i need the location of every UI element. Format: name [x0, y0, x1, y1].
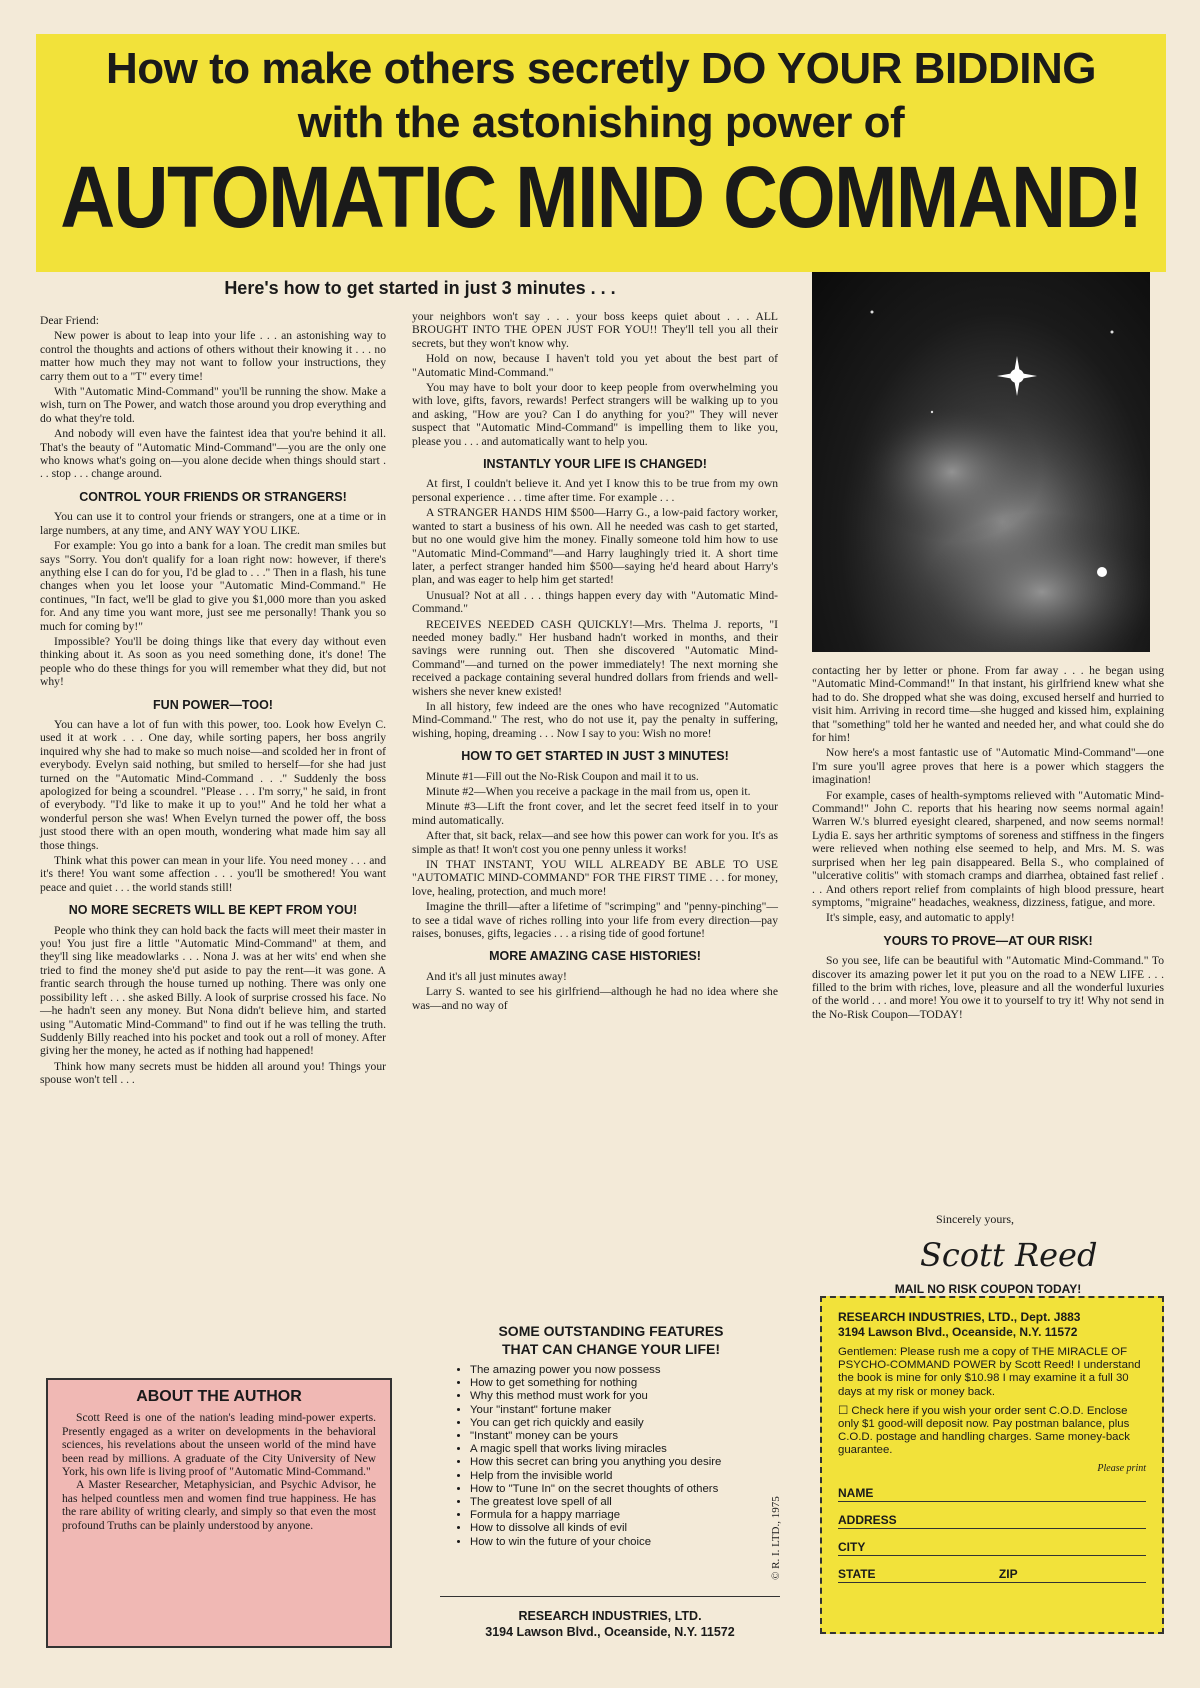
paragraph: So you see, life can be beautiful with "Automatic Mind-Command." To discover its amazing power let it put you on the road to a NEW LIFE . . . filled to the brim with riches, love, pleasure and all the wonderful luxuries of the world . . . and more! You owe it to yourself to try it! Why not send in the No-Risk Coupon—TODAY! [812, 954, 1164, 1021]
company-street: 3194 Lawson Blvd., Oceanside, N.Y. 11572 [485, 1625, 735, 1639]
list-item: • How to "Tune In" on the secret thoughts of others [470, 1483, 766, 1496]
zip-label: ZIP [998, 1566, 1018, 1581]
company-name: RESEARCH INDUSTRIES, LTD. [518, 1609, 702, 1623]
state-label: STATE [838, 1566, 876, 1581]
space-nebula-photo [812, 272, 1150, 652]
headline-line-1: How to make others secretly DO YOUR BIDDING [106, 44, 1096, 93]
column-3 [812, 664, 1164, 1023]
company-address [440, 1608, 780, 1640]
about-author-box [46, 1378, 392, 1648]
list-item: • How this secret can bring you anything you desire [470, 1456, 766, 1469]
cod-checkbox-text[interactable]: ☐ Check here if you wish your order sent C.O.D. Enclose only $1 good-will deposit now. Pay postman balance, plus C.O.D. postage and handling charges. Same money-back guarantee. [838, 1404, 1130, 1457]
city-field[interactable]: CITY [838, 1529, 1146, 1556]
name-field[interactable]: NAME [838, 1475, 1146, 1502]
paragraph: Think what this power can mean in your life. You need money . . . and it's there! You want some affection . . . you'll be smothered! You want peace and quiet . . . the world stands still! [40, 854, 386, 894]
paragraph: contacting her by letter or phone. From far away . . . he began using "Automatic Mind-Command!" In that instant, his girlfriend knew what she had to do. She dropped what she was doing, excused herself and hurried to visit him. Arriving in record time—she hugged and kissed him, explaining that "something" told her he wanted and needed her, and what could she do for him! [812, 664, 1164, 745]
list-item: • The greatest love spell of all [470, 1496, 766, 1509]
paragraph: Larry S. wanted to see his girlfriend—although he had no idea where she was—and no way of [412, 985, 778, 1012]
author-box-title: ABOUT THE AUTHOR [136, 1388, 302, 1405]
paragraph: At first, I couldn't believe it. And yet I know this to be true from my own personal experience . . . time after time. For example . . . [412, 477, 778, 504]
section-heading: INSTANTLY YOUR LIFE IS CHANGED! [483, 457, 707, 472]
coupon-label: MAIL NO RISK COUPON TODAY! [894, 1282, 1082, 1296]
paragraph: Think how many secrets must be hidden all around you! Things your spouse won't tell . . . [40, 1059, 386, 1087]
please-print-note: Please print [1097, 1462, 1146, 1474]
headline-banner [36, 34, 1166, 272]
address-field[interactable]: ADDRESS [838, 1502, 1146, 1529]
paragraph: Now here's a most fantastic use of "Automatic Mind-Command"—one I'm sure you'll agree proves that here is a power which staggers the imagination! [812, 746, 1164, 787]
paragraph: You may have to bolt your door to keep people from overwhelming you with love, gifts, favors, rewards! Perfect strangers will be walking up to you and asking, "How are you? Can I do anything for you?" They will never suspect that "Automatic Mind-Command" is impelling them to like you, please you . . . and automatically want to help you. [412, 381, 778, 448]
copyright-notice: © R. I. LTD., 1975 [770, 1496, 782, 1580]
features-title-line-1: SOME OUTSTANDING FEATURES [498, 1323, 724, 1339]
paragraph: IN THAT INSTANT, YOU WILL ALREADY BE ABLE TO USE "AUTOMATIC MIND-COMMAND" FOR THE FIRST TIME . . . for money, love, healing, protection, and much more! [412, 858, 778, 898]
paragraph: Imagine the thrill—after a lifetime of "scrimping" and "penny-pinching"—to see a tidal wave of riches rolling into your life from every direction—pay raises, bonuses, gifts, legacies . . . a rising tide of good fortune! [412, 900, 778, 941]
paragraph: Hold on now, because I haven't told you yet about the best part of "Automatic Mind-Command." [412, 352, 778, 379]
signature: Scott Reed [920, 1236, 1098, 1274]
paragraph: And nobody will even have the faintest idea that you're behind it all. That's the beauty of "Automatic Mind-Command"—you are the only one who knows what's going on—you alone decide when things should start . . . stop . . . change around. [40, 427, 386, 481]
section-heading: MORE AMAZING CASE HISTORIES! [489, 949, 701, 964]
paragraph: Minute #2—When you receive a package in the mail from us, open it. [426, 785, 751, 798]
paragraph: Minute #3—Lift the front cover, and let the secret feed itself in to your mind automatically. [412, 800, 778, 827]
divider [440, 1596, 780, 1597]
coupon-body: Gentlemen: Please rush me a copy of THE MIRACLE OF PSYCHO-COMMAND POWER by Scott Reed! I understand the book is mine for only $10.98 I may examine it a full 30 days at my risk or money back. [838, 1346, 1141, 1398]
paragraph: Unusual? Not at all . . . things happen every day with "Automatic Mind-Command." [412, 588, 778, 616]
list-item: • Formula for a happy marriage [470, 1509, 766, 1522]
paragraph: After that, sit back, relax—and see how this power can work for you. It's as simple as that! It won't cost you one penny unless it works! [412, 829, 778, 856]
features-box [456, 1322, 766, 1549]
features-title [456, 1322, 766, 1358]
section-heading: FUN POWER—TOO! [153, 697, 273, 712]
coupon-header-line-2: 3194 Lawson Blvd., Oceanside, N.Y. 11572 [838, 1325, 1078, 1339]
nebula-graphic [812, 272, 1150, 652]
closing: Sincerely yours, [936, 1212, 1014, 1226]
features-title-line-2: THAT CAN CHANGE YOUR LIFE! [501, 1341, 721, 1357]
paragraph: People who think they can hold back the facts will meet their master in you! You just fire a little "Automatic Mind-Command" at them, and they'll sing like meadowlarks . . . Nona J. was at her wits' end when she tried to find the money she'd put aside to pay the rent—it was gone. A frantic search through the house turned up nothing. There was only one possibility left . . . she asked Billy. A look of surprise crossed his face. No—he hadn't seen any money. But Nona didn't believe him, and started using "Automatic Mind-Command" to find out if he was telling the truth. Suddenly Billy reached into his pocket and took out a roll of money. After giving her the money, he acted as if nothing had happened! [40, 923, 386, 1058]
paragraph: A STRANGER HANDS HIM $500—Harry G., a low-paid factory worker, wanted to start a business of his own. All he needed was cash to get started, but no one would give him the money. Finally someone told him how to use "Automatic Mind-Command"—and Harry laughingly tried it. A short time later, a perfect stranger handed him $500—saying he'd heard about Harry's plan, and was eager to help him get started! [412, 506, 778, 587]
paragraph: your neighbors won't say . . . your boss keeps quiet about . . . ALL BROUGHT INTO THE OPEN JUST FOR YOU!! They'll tell you all their secrets, but they won't know why. [412, 310, 778, 350]
column-1 [40, 314, 386, 1089]
paragraph: It's simple, easy, and automatic to apply! [826, 911, 1015, 925]
headline-line-3: AUTOMATIC MIND COMMAND! [60, 148, 1142, 247]
paragraph: Minute #1—Fill out the No-Risk Coupon and mail it to us. [426, 769, 699, 783]
section-heading: CONTROL YOUR FRIENDS OR STRANGERS! [79, 489, 347, 504]
list-item: • You can get rich quickly and easily [470, 1417, 766, 1430]
list-item: • A magic spell that works living miracles [470, 1443, 766, 1456]
author-paragraph: Scott Reed is one of the nation's leading mind-power experts. Presently engaged as a writer on developments in the behavioral sciences, his revelations about the unseen world of the mind have been read by millions. A graduate of the City University of New York, his own life is living proof of "Automatic Mind-Command." [62, 1411, 376, 1479]
section-heading: YOURS TO PROVE—AT OUR RISK! [883, 933, 1093, 948]
salutation: Dear Friend: [40, 314, 99, 327]
paragraph: In all history, few indeed are the ones who have recognized "Automatic Mind-Command." The rest, who do not use it, pay the penalty in suffering, wishing, hoping, dreaming . . . Now I say to you: Wish no more! [412, 699, 778, 740]
paragraph: New power is about to leap into your life . . . an astonishing way to control the thoughts and actions of others without their knowing it . . . no matter how much they may not want to follow your instructions, they carry them out to a "T" every time! [40, 329, 386, 383]
author-paragraph: A Master Researcher, Metaphysician, and Psychic Advisor, he has helped countless men and women find true happiness. He has the rare ability of writing clearly, and simply so that even the most profound Truths can be plainly understood by anyone. [62, 1478, 376, 1532]
list-item: • Help from the invisible world [470, 1470, 766, 1483]
section-heading: HOW TO GET STARTED IN JUST 3 MINUTES! [461, 749, 729, 764]
paragraph: And it's all just minutes away! [426, 969, 567, 983]
list-item: • Your "instant" fortune maker [470, 1404, 766, 1417]
paragraph: With "Automatic Mind-Command" you'll be running the show. Make a wish, turn on The Power, and watch those around you drop everything and do what they're told. [40, 385, 386, 425]
paragraph: You can use it to control your friends or strangers, one at a time or in large numbers, at any time, and ANY WAY YOU LIKE. [40, 510, 386, 537]
list-item: • How to get something for nothing [470, 1377, 766, 1390]
list-item: • The amazing power you now possess [470, 1364, 766, 1377]
order-coupon[interactable] [820, 1296, 1164, 1634]
paragraph: You can have a lot of fun with this power, too. Look how Evelyn C. used it at work . . . One day, while sorting papers, her boss angrily inquired why she had to make so much noise—and scolded her in front of everybody. Evelyn said nothing, but smiled to herself—for she had just turned on the "Automatic Mind-Command . . ." Suddenly the boss apologized for being a scoundrel. "Please . . . I'm sorry," he said, in front of everybody. "I'd like to make it up to you!" And he told her what a wonderful person she was! When Evelyn turned the power off, the boss just stood there with an open mouth, wondering what made him say all those things. [40, 717, 386, 852]
list-item: • How to dissolve all kinds of evil [470, 1522, 766, 1535]
coupon-header-line-1: RESEARCH INDUSTRIES, LTD., Dept. J883 [838, 1310, 1081, 1324]
features-list [456, 1364, 766, 1549]
list-item: • "Instant" money can be yours [470, 1430, 766, 1443]
paragraph: Impossible? You'll be doing things like that every day without even thinking about it. As soon as you need something done, it's done! The people who do these things for you will remember what they did, but not why! [40, 634, 386, 689]
subheadline: Here's how to get started in just 3 minutes . . . [224, 278, 616, 298]
paragraph: For example, cases of health-symptoms relieved with "Automatic Mind-Command!" John C. reports that his hearing now seems normal again! Warren W.'s blurred eyesight cleared, sharpened, and now seems normal! Lydia E. says her arthritic symptoms of soreness and stiffness in the fingers were relieved when nothing else seemed to help, and Mrs. M. S. was surprised when her leg pain disappeared. Bella S., who complained of "ulcerative colitis" with stomach cramps and diarrhea, obtained fast relief . . . And others report relief from complaints of high blood pressure, heart symptoms, "migraine" headaches, weakness, dizziness, fatigue, and more. [812, 788, 1164, 909]
paragraph: RECEIVES NEEDED CASH QUICKLY!—Mrs. Thelma J. reports, "I needed money badly." Her husband hadn't worked in months, and their savings were running out. Then she discovered "Automatic Mind-Command"—and turned on the power immediately! The next morning she received a package containing several hundred dollars from friends and well-wishers she never knew existed! [412, 617, 778, 698]
headline-line-2: with the astonishing power of [297, 98, 905, 147]
paragraph: For example: You go into a bank for a loan. The credit man smiles but says "Sorry. You don't qualify for a loan right now: however, if there's anything else I can do for you, I'd be glad to . . ." Then in a flash, his tune changes when you let loose your "Automatic Mind-Command." He continues, "In fact, we'll be glad to give you $1,000 more than you asked for. And any time you want more, just see me personally! Thank you so much for coming by!" [40, 539, 386, 633]
list-item: • Why this method must work for you [470, 1390, 766, 1403]
section-heading: NO MORE SECRETS WILL BE KEPT FROM YOU! [68, 903, 358, 918]
state-zip-field[interactable] [838, 1556, 1146, 1583]
column-2 [412, 310, 778, 1014]
list-item: • How to win the future of your choice [470, 1536, 766, 1549]
